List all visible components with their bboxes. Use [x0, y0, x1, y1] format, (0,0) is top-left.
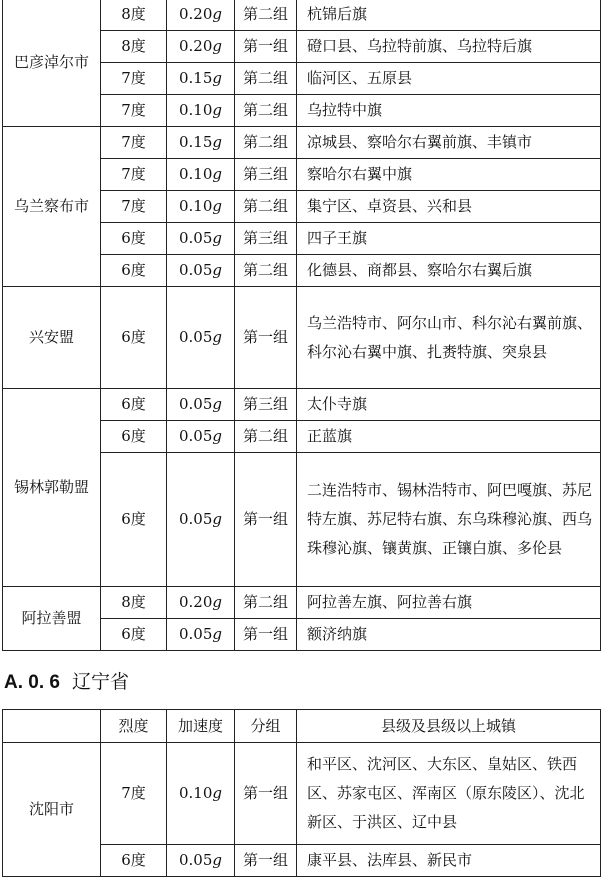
table-row	[3, 0, 601, 31]
group-cell: 第三组	[235, 159, 297, 191]
table-row	[3, 287, 601, 389]
acceleration-cell	[167, 619, 235, 651]
towns-cell: 乌拉特中旗	[297, 95, 601, 127]
towns-cell: 集宁区、卓资县、兴和县	[297, 191, 601, 223]
header-group: 分组	[235, 710, 297, 743]
acceleration-cell	[167, 421, 235, 453]
intensity-cell: 6度	[101, 453, 167, 587]
acceleration-unit: g	[212, 510, 222, 529]
group-cell: 第一组	[235, 619, 297, 651]
acceleration-unit: g	[212, 101, 222, 120]
group-cell: 第一组	[235, 31, 297, 63]
acceleration-value: 0.05	[178, 851, 213, 870]
header-city	[3, 710, 101, 743]
section-heading	[4, 667, 129, 694]
seismic-table-inner-mongolia	[2, 0, 601, 651]
table-row	[3, 389, 601, 421]
group-cell: 第一组	[235, 743, 297, 845]
towns-cell: 察哈尔右翼中旗	[297, 159, 601, 191]
acceleration-cell	[167, 453, 235, 587]
acceleration-unit: g	[212, 261, 222, 280]
acceleration-cell	[167, 95, 235, 127]
acceleration-cell	[167, 31, 235, 63]
intensity-cell: 6度	[101, 389, 167, 421]
towns-cell: 和平区、沈河区、大东区、皇姑区、铁西区、苏家屯区、浑南区（原东陵区）、沈北新区、于洪区、辽中县	[297, 743, 601, 845]
group-cell: 第二组	[235, 191, 297, 223]
acceleration-value: 0.05	[178, 625, 213, 644]
group-cell: 第二组	[235, 587, 297, 619]
acceleration-unit: g	[212, 133, 222, 152]
city-cell: 沈阳市	[3, 743, 101, 877]
acceleration-unit: g	[212, 851, 222, 870]
acceleration-unit: g	[212, 427, 222, 446]
group-cell: 第二组	[235, 95, 297, 127]
group-cell: 第二组	[235, 255, 297, 287]
acceleration-cell	[167, 587, 235, 619]
towns-cell: 四子王旗	[297, 223, 601, 255]
acceleration-value: 0.15	[178, 69, 213, 88]
acceleration-cell	[167, 63, 235, 95]
intensity-cell: 6度	[101, 287, 167, 389]
acceleration-unit: g	[212, 197, 222, 216]
acceleration-cell	[167, 223, 235, 255]
intensity-cell: 8度	[101, 0, 167, 31]
acceleration-cell	[167, 389, 235, 421]
towns-cell: 太仆寺旗	[297, 389, 601, 421]
intensity-cell: 7度	[101, 95, 167, 127]
intensity-cell: 8度	[101, 587, 167, 619]
table-row	[3, 127, 601, 159]
seismic-table-liaoning	[2, 709, 601, 877]
acceleration-unit: g	[212, 395, 222, 414]
intensity-cell: 7度	[101, 743, 167, 845]
intensity-cell: 7度	[101, 127, 167, 159]
group-cell: 第二组	[235, 0, 297, 31]
acceleration-unit: g	[212, 165, 222, 184]
acceleration-value: 0.10	[178, 101, 213, 120]
section-number: A. 0. 6	[4, 672, 60, 693]
acceleration-unit: g	[212, 593, 222, 612]
acceleration-cell	[167, 127, 235, 159]
acceleration-unit: g	[212, 37, 222, 56]
acceleration-value: 0.05	[178, 328, 213, 347]
acceleration-unit: g	[212, 69, 222, 88]
acceleration-cell	[167, 255, 235, 287]
group-cell: 第二组	[235, 127, 297, 159]
acceleration-cell	[167, 191, 235, 223]
acceleration-value: 0.05	[178, 510, 213, 529]
acceleration-value: 0.10	[178, 165, 213, 184]
towns-cell: 化德县、商都县、察哈尔右翼后旗	[297, 255, 601, 287]
intensity-cell: 6度	[101, 255, 167, 287]
acceleration-unit: g	[212, 784, 222, 803]
table-row	[3, 587, 601, 619]
towns-cell: 康平县、法库县、新民市	[297, 845, 601, 877]
acceleration-value: 0.05	[178, 427, 213, 446]
section-title: 辽宁省	[71, 671, 129, 693]
group-cell: 第三组	[235, 389, 297, 421]
intensity-cell: 6度	[101, 223, 167, 255]
towns-cell: 乌兰浩特市、阿尔山市、科尔沁右翼前旗、科尔沁右翼中旗、扎赉特旗、突泉县	[297, 287, 601, 389]
group-cell: 第二组	[235, 421, 297, 453]
acceleration-value: 0.10	[178, 197, 213, 216]
group-cell: 第一组	[235, 845, 297, 877]
header-towns: 县级及县级以上城镇	[297, 710, 601, 743]
intensity-cell: 6度	[101, 845, 167, 877]
table-row	[3, 743, 601, 845]
acceleration-value: 0.15	[178, 133, 213, 152]
intensity-cell: 7度	[101, 159, 167, 191]
header-acceleration: 加速度	[167, 710, 235, 743]
towns-cell: 二连浩特市、锡林浩特市、阿巴嘎旗、苏尼特左旗、苏尼特右旗、东乌珠穆沁旗、西乌珠穆沁旗、镶黄旗、正镶白旗、多伦县	[297, 453, 601, 587]
intensity-cell: 6度	[101, 619, 167, 651]
city-cell: 兴安盟	[3, 287, 101, 389]
towns-cell: 磴口县、乌拉特前旗、乌拉特后旗	[297, 31, 601, 63]
acceleration-cell	[167, 287, 235, 389]
towns-cell: 阿拉善左旗、阿拉善右旗	[297, 587, 601, 619]
acceleration-cell	[167, 845, 235, 877]
intensity-cell: 7度	[101, 63, 167, 95]
towns-cell: 杭锦后旗	[297, 0, 601, 31]
acceleration-unit: g	[212, 328, 222, 347]
towns-cell: 额济纳旗	[297, 619, 601, 651]
acceleration-cell	[167, 743, 235, 845]
acceleration-unit: g	[212, 625, 222, 644]
intensity-cell: 8度	[101, 31, 167, 63]
towns-cell: 凉城县、察哈尔右翼前旗、丰镇市	[297, 127, 601, 159]
acceleration-cell	[167, 0, 235, 31]
table-header-row	[3, 710, 601, 743]
intensity-cell: 7度	[101, 191, 167, 223]
acceleration-value: 0.20	[178, 37, 213, 56]
acceleration-cell	[167, 159, 235, 191]
city-cell: 巴彦淖尔市	[3, 0, 101, 127]
acceleration-unit: g	[212, 229, 222, 248]
header-intensity: 烈度	[101, 710, 167, 743]
acceleration-value: 0.05	[178, 261, 213, 280]
acceleration-value: 0.05	[178, 395, 213, 414]
acceleration-value: 0.10	[178, 784, 213, 803]
acceleration-value: 0.20	[178, 593, 213, 612]
acceleration-value: 0.05	[178, 229, 213, 248]
acceleration-value: 0.20	[178, 5, 213, 24]
intensity-cell: 6度	[101, 421, 167, 453]
city-cell: 阿拉善盟	[3, 587, 101, 651]
city-cell: 乌兰察布市	[3, 127, 101, 287]
group-cell: 第三组	[235, 223, 297, 255]
group-cell: 第二组	[235, 63, 297, 95]
group-cell: 第一组	[235, 453, 297, 587]
acceleration-unit: g	[212, 5, 222, 24]
towns-cell: 临河区、五原县	[297, 63, 601, 95]
city-cell: 锡林郭勒盟	[3, 389, 101, 587]
group-cell: 第一组	[235, 287, 297, 389]
towns-cell: 正蓝旗	[297, 421, 601, 453]
